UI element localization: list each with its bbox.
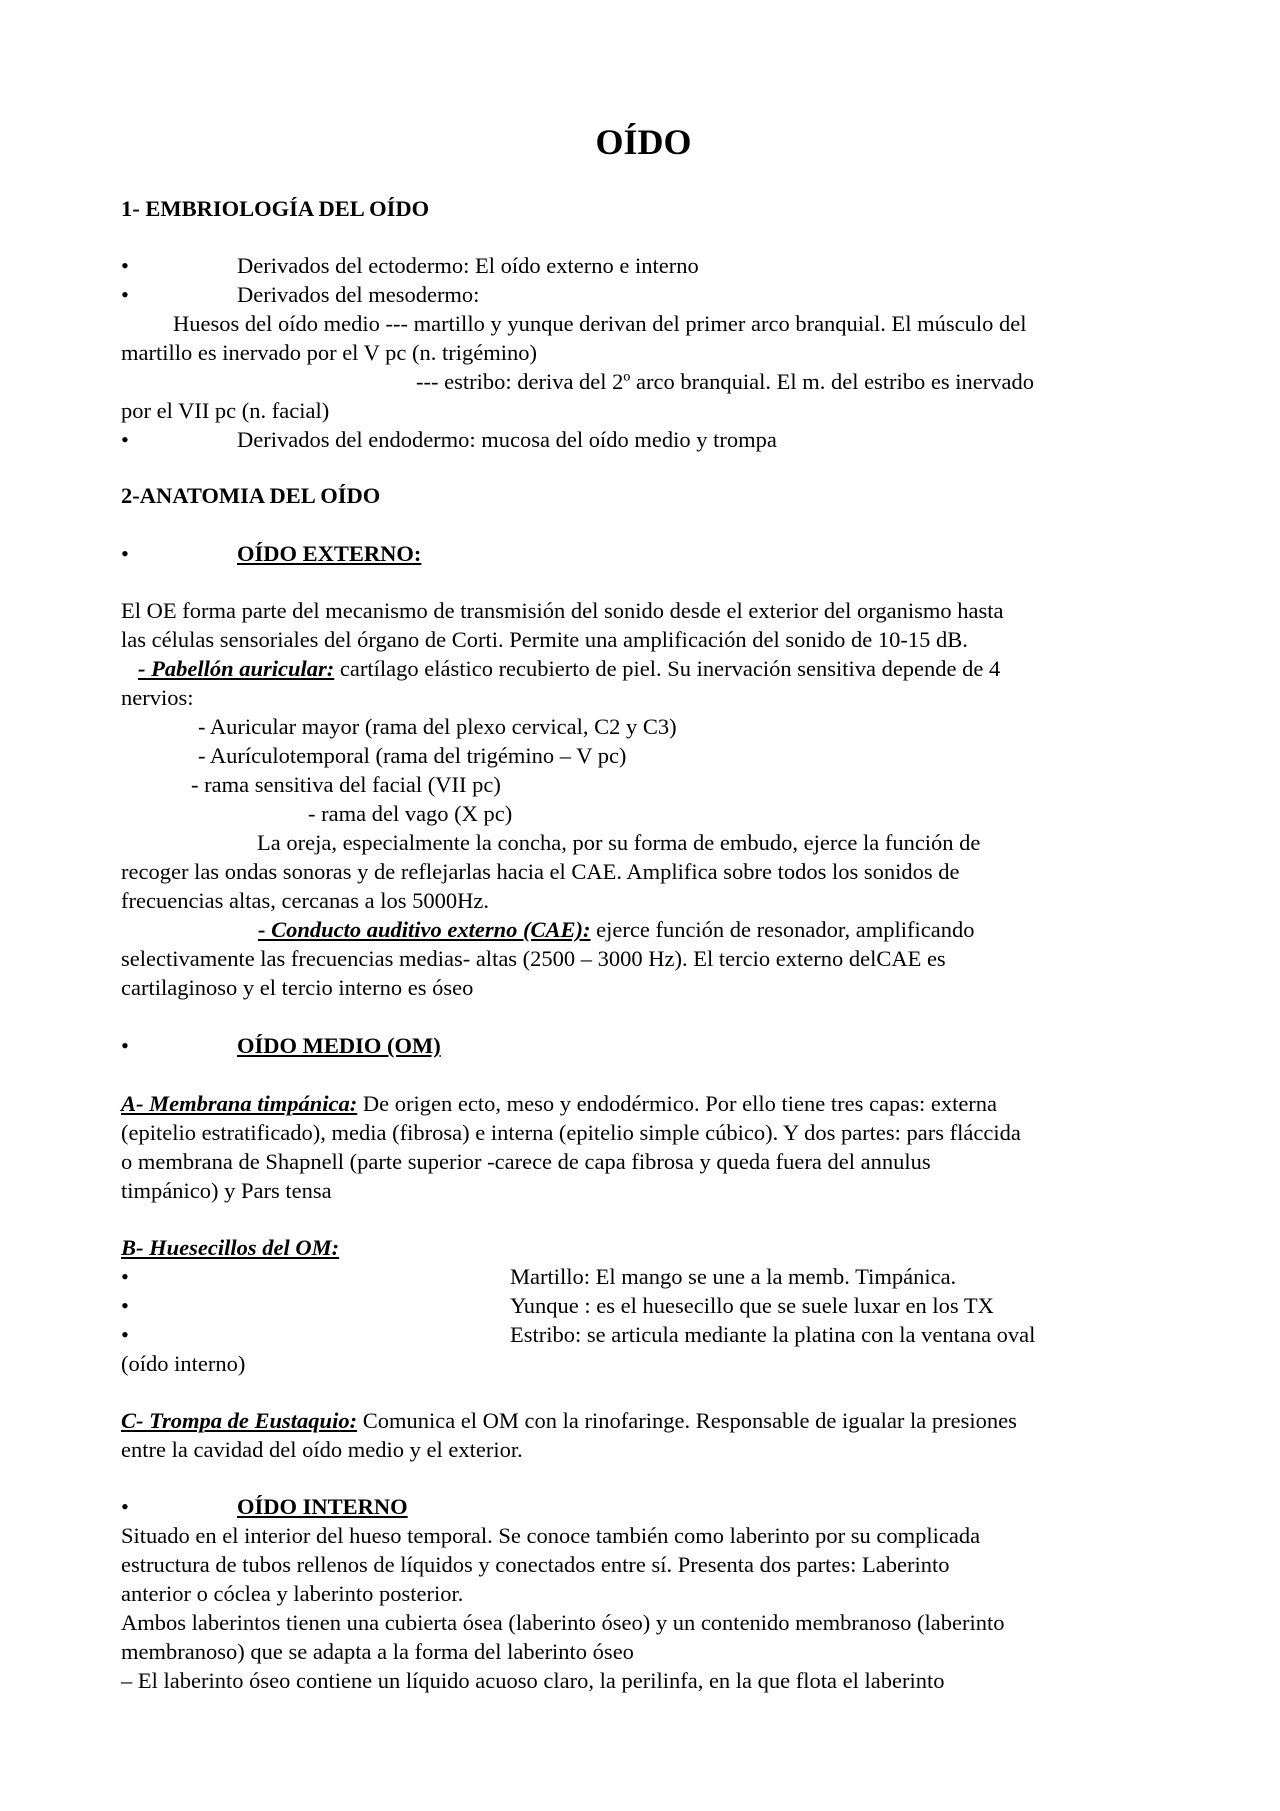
paragraph-line: La oreja, especialmente la concha, por su forma de embudo, ejerce la función de bbox=[257, 830, 981, 855]
paragraph-line: o membrana de Shapnell (parte superior -carece de capa fibrosa y queda fuera del annulus bbox=[121, 1149, 931, 1174]
term-trompa-eustaquio: C- Trompa de Eustaquio: bbox=[121, 1408, 358, 1433]
bullet-icon: • bbox=[121, 253, 129, 278]
paragraph-line: estructura de tubos rellenos de líquidos y conectados entre sí. Presenta dos partes: Laberinto bbox=[121, 1552, 950, 1577]
paragraph-line: C- Trompa de Eustaquio: Comunica el OM con la rinofaringe. Responsable de igualar la presiones bbox=[121, 1408, 1017, 1433]
bullet-icon: • bbox=[121, 1322, 129, 1347]
paragraph-line: timpánico) y Pars tensa bbox=[121, 1178, 332, 1203]
paragraph-line: El OE forma parte del mecanismo de transmisión del sonido desde el exterior del organismo hasta bbox=[121, 598, 1004, 623]
section-heading-anatomia: 2-ANATOMIA DEL OÍDO bbox=[121, 483, 381, 508]
paragraph-line: (epitelio estratificado), media (fibrosa) e interna (epitelio simple cúbico). Y dos partes: pars fláccida bbox=[121, 1120, 1021, 1145]
nerve-item: - rama sensitiva del facial (VII pc) bbox=[191, 772, 501, 797]
bullet-icon: • bbox=[121, 427, 129, 452]
paragraph-line: membranoso) que se adapta a la forma del laberinto óseo bbox=[121, 1639, 634, 1664]
paragraph-line: anterior o cóclea y laberinto posterior. bbox=[121, 1581, 464, 1606]
bullet-icon: • bbox=[121, 1033, 129, 1058]
paragraph-line: Huesos del oído medio --- martillo y yunque derivan del primer arco branquial. El músculo del bbox=[173, 311, 1027, 336]
paragraph-line: selectivamente las frecuencias medias- altas (2500 – 3000 Hz). El tercio externo delCAE es bbox=[121, 946, 946, 971]
paragraph-line: las células sensoriales del órgano de Corti. Permite una amplificación del sonido de 10-15 dB. bbox=[121, 627, 968, 652]
nerve-item: - Aurículotemporal (rama del trigémino – V pc) bbox=[198, 743, 627, 768]
paragraph-line: nervios: bbox=[121, 685, 194, 710]
paragraph-line: Situado en el interior del hueso temporal. Se conoce también como laberinto por su complicada bbox=[121, 1523, 981, 1548]
paragraph-line: recoger las ondas sonoras y de reflejarlas hacia el CAE. Amplifica sobre todos los sonidos de bbox=[121, 859, 960, 884]
paragraph-line: Ambos laberintos tienen una cubierta ósea (laberinto óseo) y un contenido membranoso (laberinto bbox=[121, 1610, 1005, 1635]
page-title: OÍDO bbox=[595, 122, 692, 162]
bullet-icon: • bbox=[121, 1494, 129, 1519]
bullet-icon: • bbox=[121, 541, 129, 566]
bullet-icon: • bbox=[121, 1264, 129, 1289]
term-membrana-timpanica: A- Membrana timpánica: bbox=[121, 1091, 358, 1116]
paragraph-line: martillo es inervado por el V pc (n. trigémino) bbox=[121, 340, 537, 365]
paragraph-line: A- Membrana timpánica: De origen ecto, meso y endodérmico. Por ello tiene tres capas: externa bbox=[121, 1091, 998, 1116]
paragraph-line: cartilaginoso y el tercio interno es óseo bbox=[121, 975, 474, 1000]
bullet-icon: • bbox=[121, 282, 129, 307]
paragraph-line: – El laberinto óseo contiene un líquido acuoso claro, la perilinfa, en la que flota el laberinto bbox=[121, 1668, 945, 1693]
paragraph-line: entre la cavidad del oído medio y el exterior. bbox=[121, 1437, 523, 1462]
paragraph-line: (oído interno) bbox=[121, 1351, 246, 1376]
nerve-item: - rama del vago (X pc) bbox=[308, 801, 513, 826]
section-heading-embriologia: 1- EMBRIOLOGÍA DEL OÍDO bbox=[121, 196, 430, 221]
paragraph-line: - Pabellón auricular: cartílago elástico recubierto de piel. Su inervación sensitiva depende de 4 bbox=[138, 656, 1001, 681]
paragraph-line: --- estribo: deriva del 2º arco branquial. El m. del estribo es inervado bbox=[416, 369, 1035, 394]
term-pabellon-auricular: - Pabellón auricular: bbox=[138, 656, 335, 681]
subheading-huesecillos: B- Huesecillos del OM: bbox=[121, 1235, 340, 1260]
paragraph-line: frecuencias altas, cercanas a los 5000Hz. bbox=[121, 888, 489, 913]
paragraph-line: por el VII pc (n. facial) bbox=[121, 398, 330, 423]
paragraph-line: - Conducto auditivo externo (CAE): ejerce función de resonador, amplificando bbox=[258, 917, 975, 942]
nerve-item: - Auricular mayor (rama del plexo cervical, C2 y C3) bbox=[198, 714, 677, 739]
term-cae: - Conducto auditivo externo (CAE): bbox=[258, 917, 591, 942]
bullet-icon: • bbox=[121, 1293, 129, 1318]
